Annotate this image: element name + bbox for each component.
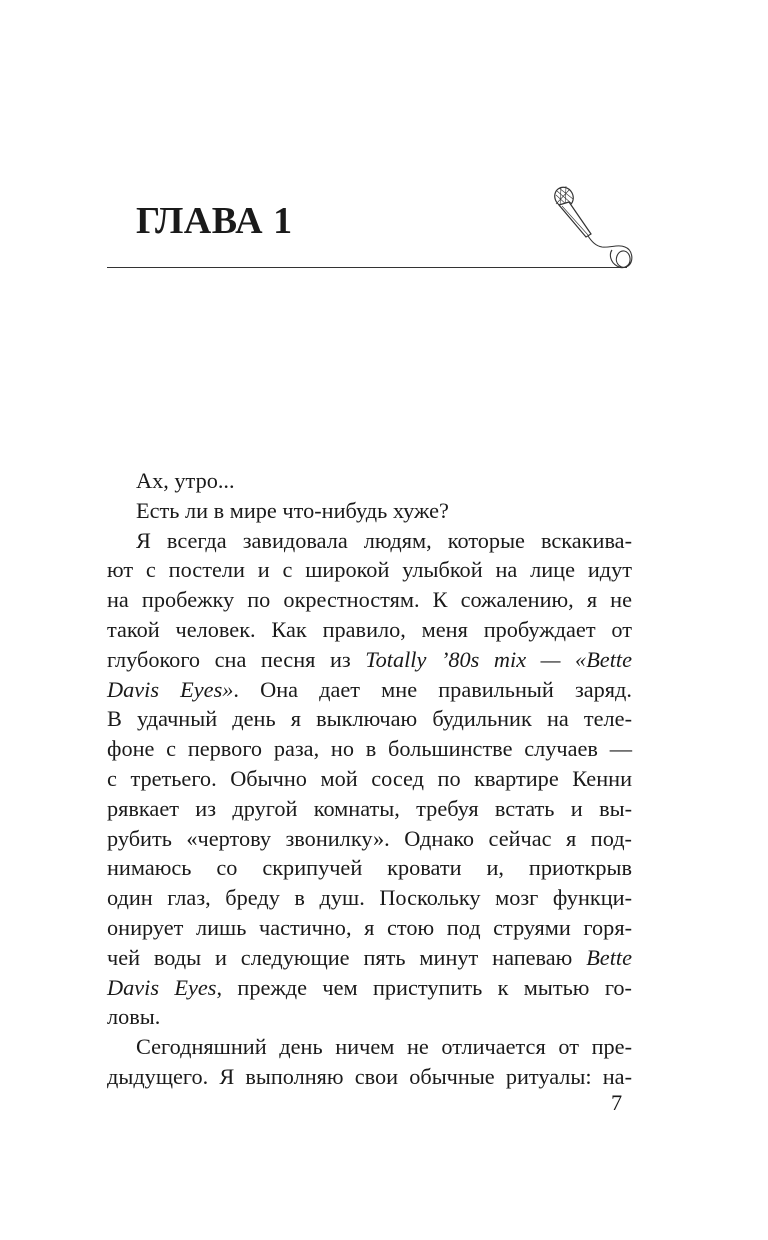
text-line: один глаз, бреду в душ. Поскольку мозг функци- bbox=[107, 885, 632, 911]
text-line: Я всегда завидовала людям, которые вскакива- bbox=[136, 527, 632, 553]
text-line: нимаюсь со скрипучей кровати и, приоткрыв bbox=[107, 855, 632, 881]
text-run: , прежде чем приступить к мытью го- bbox=[216, 974, 632, 1000]
text-line: ют с постели и с широкой улыбкой на лице идут bbox=[107, 557, 632, 583]
song-title: Davis Eyes bbox=[107, 974, 217, 1000]
text-line: рявкает из другой комнаты, требуя встать и вы- bbox=[107, 795, 632, 821]
text-line bbox=[107, 943, 632, 973]
paragraph: Есть ли в мире что-нибудь хуже? bbox=[136, 497, 449, 523]
paragraph: Ах, утро... bbox=[136, 468, 235, 493]
song-title: Davis Eyes» bbox=[107, 676, 234, 702]
chapter-text bbox=[107, 466, 632, 1092]
text-line: такой человек. Как правило, меня пробуждает от bbox=[107, 616, 632, 642]
text-line bbox=[107, 973, 632, 1003]
text-line bbox=[107, 645, 632, 675]
text-run: . Она дает мне правильный заряд. bbox=[233, 676, 632, 702]
text-line: на пробежку по окрестностям. К сожалению, я не bbox=[107, 587, 632, 613]
text-line: дыдущего. Я выполняю свои обычные ритуалы: на- bbox=[107, 1063, 632, 1089]
chapter-divider bbox=[107, 267, 627, 268]
text-line: онирует лишь частично, я стою под струями горя- bbox=[107, 914, 632, 940]
page-number: 7 bbox=[611, 1090, 623, 1115]
text-run: чей воды и следующие пять минут напеваю bbox=[107, 944, 587, 970]
song-title: Bette bbox=[586, 944, 632, 970]
text-run: глубокого сна песня из bbox=[107, 646, 366, 672]
text-line bbox=[107, 675, 632, 705]
text-line: Сегодняшний день ничем не отличается от пре- bbox=[136, 1034, 632, 1060]
text-line: фоне с первого раза, но в большинстве случаев — bbox=[107, 736, 632, 762]
text-line: рубить «чертову звонилку». Однако сейчас я под- bbox=[107, 825, 632, 851]
song-title: Totally ’80s mix — «Bette bbox=[365, 646, 632, 672]
text-line: ловы. bbox=[107, 1004, 161, 1030]
text-line: с третьего. Обычно мой сосед по квартире Кенни bbox=[107, 765, 632, 791]
text-line: В удачный день я выключаю будильник на теле- bbox=[107, 706, 632, 732]
chapter-title: ГЛАВА 1 bbox=[136, 200, 293, 242]
microphone-icon bbox=[548, 184, 638, 274]
